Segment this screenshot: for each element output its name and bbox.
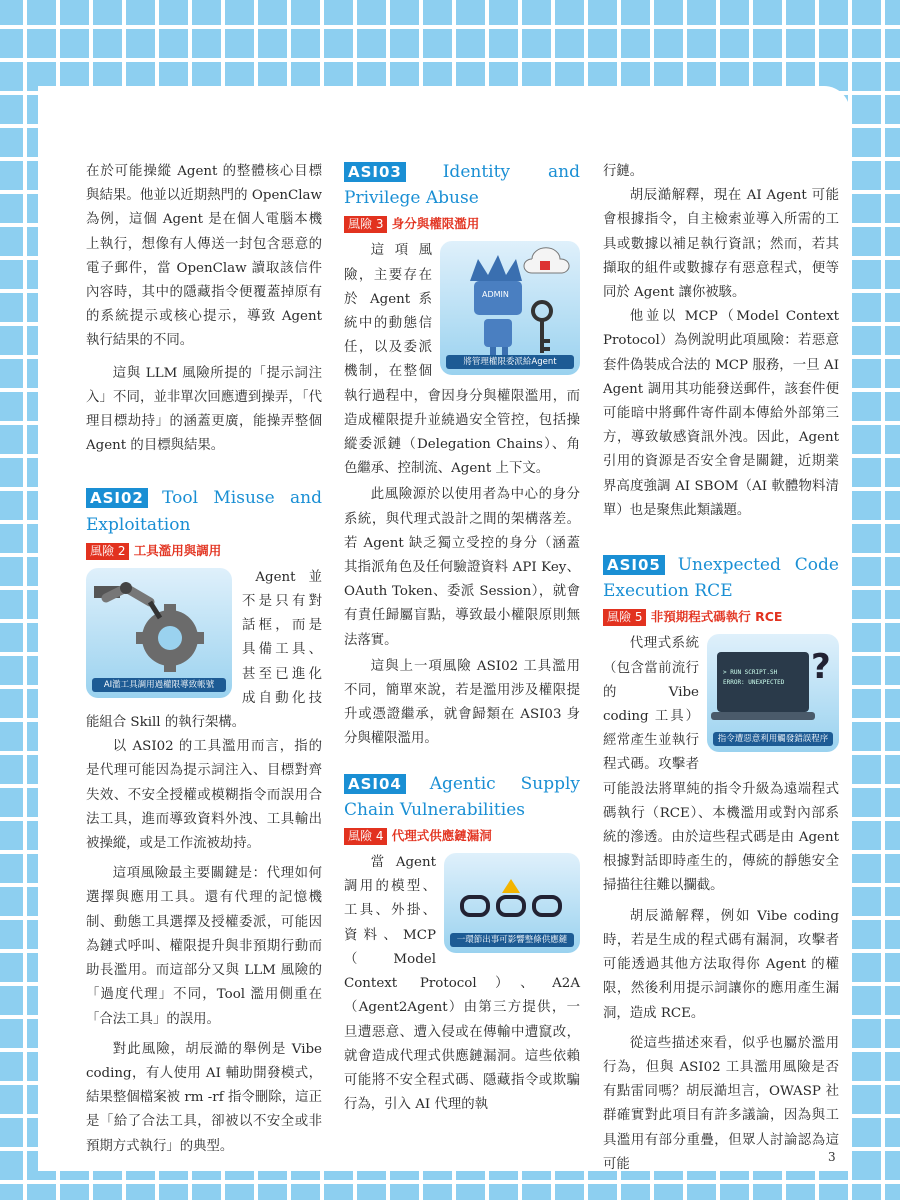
paragraph: 代理式系統（包含當前流行的 Vibe coding 工具）經常產生並執行程式碼。攻擊者可能設法將單純的指令升級為遠端程式碼執行（RCE）、本機濫用或對內部系統的滲透。由於這些程式碼是由 Agent 根據對話即時產生的，傳統的靜態安全掃描往往難以攔截。: [603, 636, 839, 894]
column-2: [344, 160, 580, 1117]
paragraph: 此風險源於以使用者為中心的身分系統，與代理式設計之間的架構落差。若 Agent 缺乏獨立受控的身分（涵蓋其指派角色及任何驗證資料 API Key、OAuth Token、委派 Session），就會有責任歸屬盲點，導致最小權限原則無法落實。: [344, 487, 580, 648]
paragraph: 從這些描述來看，似乎也屬於濫用行為，但與 ASI02 工具濫用風險是否有點雷同嗎？胡辰澔坦言，OWASP 社群確實對此項目有許多議論，因為與工具濫用有部分重疊，但眾人討論認為這可能: [603, 1035, 839, 1172]
admin-robot-illustration: [440, 241, 580, 375]
paragraph: 行鏈。: [603, 164, 644, 179]
asi02-tag: ASI02: [86, 488, 148, 508]
supply-chain-illustration: [444, 853, 580, 953]
risk4-heading: [344, 826, 580, 847]
paragraph: 在於可能操縱 Agent 的整體核心目標與結果。他並以近期熱門的 OpenClaw 為例，這個 Agent 是在個人電腦本機上執行，想像有人傳送一封包含惡意的電子郵件，當 OpenClaw 讀取該信件內容時，其中的隱藏指令便覆蓋掉原有的系統提示或核心提示，導致 Agent 執行結果的不同。: [86, 164, 322, 349]
paragraph: Agent 並不是只有對話框，而是具備工具、甚至已進化成自動化技能組合 Skill 的執行架構。: [86, 569, 322, 731]
paragraph: 胡辰澔解釋，現在 AI Agent 可能會根據指令，自主檢索並導入所需的工具或數據以補足執行資訊；然而，若其擷取的組件或數據存有惡意程式，便等同於 Agent 讓你被駭。: [603, 188, 839, 301]
laptop-illustration: [707, 634, 839, 752]
risk2-heading: [86, 541, 322, 562]
risk5-heading: [603, 607, 839, 628]
paragraph: 以 ASI02 的工具濫用而言，指的是代理可能因為提示詞注入、目標對齊失效、不安全授權或模糊指令而誤用合法工具，進而導致資料外洩、工具輸出被操縱，或是工作流被劫持。: [86, 739, 322, 852]
risk3-tag: 風險 3: [344, 216, 387, 233]
page-number: 3: [828, 1150, 836, 1164]
paragraph: 這項風險，主要存在於 Agent 系統中的動態信任，以及委派機制，在整個執行過程中，會因身分與權限濫用，而造成權限提升並繞過安全管控，包括操縱委派鏈（Delegation Chains）、角色繼承、控制流、Agent 上下文。: [344, 243, 580, 477]
paragraph: 這與上一項風險 ASI02 工具濫用不同，簡單來說，若是濫用涉及權限提升或憑證繼承，就會歸類在 ASI03 身分與權限濫用。: [344, 658, 580, 747]
column-1: [86, 160, 322, 1159]
paragraph: 當 Agent 調用的模型、工具、外掛、資料、MCP（Model Context Protocol）、A2A（Agent2Agent）由第三方提供，一旦遭惡意、遭入侵或在傳輸中遭竄改，就會造成代理式供應鏈漏洞。這些依賴可能將不安全程式碼、隱藏指令或欺騙行為，引入 AI 代理的執: [344, 855, 580, 1113]
figure-caption: 將管理權限委派給Agent: [446, 355, 574, 369]
asi04-title: Agentic Supply Chain Vulnerabilities: [344, 773, 580, 820]
asi04-tag: ASI04: [344, 774, 406, 794]
admin-badge: ADMIN: [482, 290, 509, 300]
terminal-line: ERROR: UNEXPECTED: [723, 679, 785, 687]
terminal-line: > RUN SCRIPT.SH: [723, 669, 778, 677]
asi03-tag: ASI03: [344, 162, 406, 182]
asi03-title: Identity and Privilege Abuse: [344, 162, 580, 209]
risk2-tag: 風險 2: [86, 543, 129, 560]
asi02-title: Tool Misuse and Exploitation: [86, 488, 322, 535]
figure-caption: 一環節出事可影響整條供應鏈: [450, 933, 574, 947]
asi05-title: Unexpected Code Execution RCE: [603, 555, 839, 602]
paragraph: 這項風險最主要關鍵是：代理如何選擇與應用工具。還有代理的記憶機制、動態工具選擇及授權委派，可能因為鏈式呼叫、權限提升與非預期行動而助長濫用。而這部分又與 LLM 風險的「過度代理」不同，Tool 濫用側重在「合法工具」的誤用。: [86, 866, 322, 1027]
question-mark-icon: ?: [811, 647, 831, 688]
asi02-heading: [86, 486, 322, 538]
risk4-tag: 風險 4: [344, 828, 387, 845]
paragraph: 這與 LLM 風險所提的「提示詞注入」不同，並非單次回應遭到操弄，「代理目標劫持」的涵蓋更廣，能操弄整個 Agent 的目標與結果。: [86, 365, 322, 454]
risk4-title: 代理式供應鏈漏洞: [391, 828, 492, 844]
column-3: [603, 160, 839, 1177]
risk5-title: 非預期程式碼執行 RCE: [650, 609, 783, 625]
asi05-tag: ASI05: [603, 555, 665, 575]
risk5-tag: 風險 5: [603, 609, 646, 626]
asi05-heading: [603, 553, 839, 605]
lock-icon: [540, 261, 550, 270]
warning-icon: [502, 879, 520, 893]
robot-arm-illustration: [86, 568, 232, 698]
paragraph: 胡辰澔解釋，例如 Vibe coding 時，若是生成的程式碼有漏洞，攻擊者可能透過其他方法取得你 Agent 的權限，然後利用提示詞讓你的應用產生漏洞，造成 RCE。: [603, 908, 839, 1021]
figure-caption: AI濫工具調用過權限導致帳號: [92, 678, 226, 692]
risk2-title: 工具濫用與調用: [133, 542, 222, 558]
risk3-heading: [344, 214, 580, 235]
paragraph: 他並以 MCP（Model Context Protocol）為例說明此項風險：若惡意套件偽裝成合法的 MCP 服務，一旦 AI Agent 調用其功能發送郵件，該套件便可能暗中將郵件寄件副本傳給外部第三方，導致敏感資訊外洩。因此，Agent 引用的資源是否安全會是關鍵，近期業界高度強調 AI SBOM（AI 軟體物料清單）也是聚焦此類議題。: [603, 309, 839, 518]
figure-caption: 指令遭惡意利用觸發錯誤程序: [713, 732, 833, 746]
paragraph: 對此風險，胡辰澔的舉例是 Vibe coding，有人使用 AI 輔助開發模式，結果整個檔案被 rm -rf 指令刪除，這正是「給了合法工具，卻被以不安全或非預期方式執行」的典型。: [86, 1041, 322, 1154]
asi03-heading: [344, 160, 580, 212]
risk3-title: 身分與權限濫用: [391, 216, 480, 232]
asi04-heading: [344, 772, 580, 824]
